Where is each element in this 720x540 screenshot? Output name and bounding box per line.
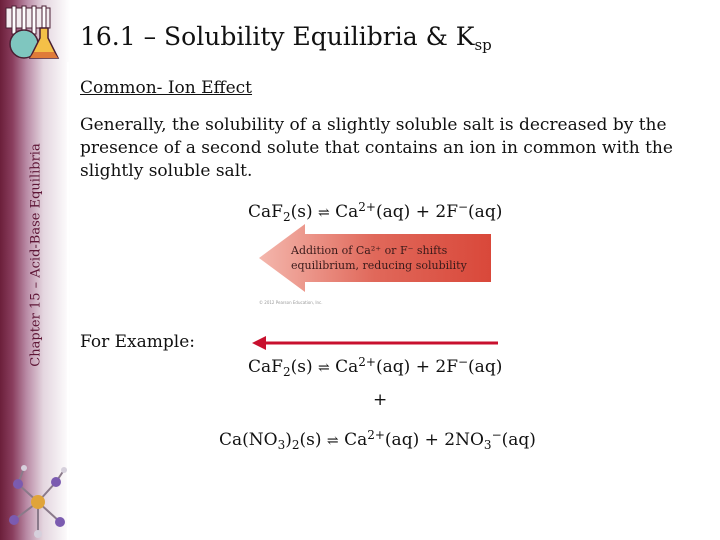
intro-paragraph: Generally, the solubility of a slightly soluble salt is decreased by the presence of a second solute that contains an ion in common with the slightly soluble salt.: [80, 115, 673, 181]
shift-left-arrow: [259, 224, 491, 292]
page-title: 16.1 – Solubility Equilibria & $K_{sp}$: [80, 22, 492, 54]
figure-caption-line-1: Addition of Ca²⁺ or F⁻ shifts: [291, 244, 448, 257]
equilibrium-equation: CaF$_2$(s) ⇌ $Ca^{2+}(aq) + 2F^-(aq)$: [248, 200, 503, 224]
figure-credit: © 2012 Pearson Education, Inc.: [259, 300, 323, 305]
equilibrium-equation-example: CaF$_2$(s) ⇌ $Ca^{2+}(aq) + 2F^-(aq)$: [248, 355, 503, 379]
example-label: For Example:: [80, 332, 195, 352]
chemistry-flask-logo-icon: [4, 4, 66, 64]
chapter-title: Chapter 15 – Acid-Base Equilibria: [28, 143, 44, 367]
equilibrium-shift-figure: [255, 222, 495, 308]
figure-caption-line-2: equilibrium, reducing solubility: [291, 259, 467, 272]
combine-plus-sign: +: [373, 390, 388, 410]
left-arrow-icon: [252, 334, 502, 352]
section-heading: Common- Ion Effect: [80, 78, 253, 98]
molecule-model-icon: [4, 464, 70, 540]
dissociation-equation: $Ca(NO_3)_2(s)$ ⇌ $Ca^{2+}(aq) + 2NO_3^-(aq)$: [219, 428, 536, 452]
